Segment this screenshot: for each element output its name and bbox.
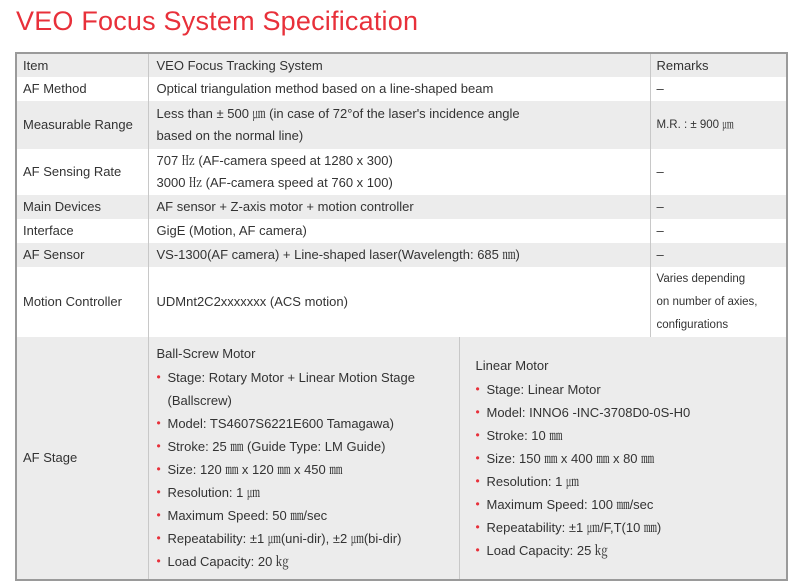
linear-motor-heading: Linear Motor (475, 357, 549, 373)
bullet-icon: • (475, 542, 480, 557)
row-value-line: Less than ± 500 ㎛ (in case of 72°of the laser's incidence angle (156, 106, 520, 121)
list-item (157, 481, 453, 504)
row-label: Main Devices (16, 195, 148, 219)
row-af-sensing-rate (16, 149, 787, 195)
bullet-icon: • (156, 439, 161, 453)
header-row (16, 53, 787, 77)
row-af-sensor (16, 243, 787, 267)
list-item-text: (Ballscrew) (167, 393, 232, 408)
row-measurable-range (16, 101, 787, 149)
bullet-icon: • (156, 485, 161, 499)
row-af-stage (16, 337, 787, 580)
list-item-text: Stroke: 10 ㎜ (486, 427, 563, 443)
remark-line: on number of axies, (656, 295, 758, 308)
list-item-text: Maximum Speed: 100 ㎜/sec (486, 496, 654, 512)
row-value: Optical triangulation method based on a line-shaped beam (148, 77, 650, 101)
bullet-icon: • (156, 554, 161, 568)
row-interface (16, 219, 787, 243)
list-item (476, 470, 781, 493)
list-item (476, 424, 781, 447)
row-value: VS-1300(AF camera) + Line-shaped laser(Wavelength: 685 ㎚) (148, 243, 650, 267)
ball-screw-heading: Ball-Screw Motor (156, 346, 256, 361)
list-item (476, 516, 781, 539)
list-item-text: Resolution: 1 ㎛ (486, 473, 579, 489)
ball-screw-list (157, 366, 453, 573)
list-item (157, 435, 453, 458)
list-item-text: Repeatability: ±1 ㎛/F,T(10 ㎜) (486, 519, 662, 535)
list-item-text: Stage: Rotary Motor + Linear Motion Stage (167, 370, 415, 385)
row-main-devices (16, 195, 787, 219)
row-af-method (16, 77, 787, 101)
row-label: Measurable Range (16, 101, 148, 149)
list-item-text: Load Capacity: 25 ㎏ (486, 542, 608, 558)
bullet-icon: • (475, 450, 480, 465)
row-remark: – (650, 219, 787, 243)
bullet-icon: • (156, 462, 161, 476)
bullet-icon: • (156, 416, 161, 430)
page-title: VEO Focus System Specification (16, 6, 419, 36)
list-item (157, 412, 453, 435)
list-item-text: Repeatability: ±1 ㎛(uni-dir), ±2 ㎛(bi-dir) (167, 531, 402, 546)
linear-motor-list (476, 378, 781, 562)
list-item (476, 493, 781, 516)
list-item-text: Model: INNO6 -INC-3708D0-0S-H0 (486, 404, 691, 420)
bullet-icon: • (475, 381, 480, 396)
row-remark: M.R. : ± 900 ㎛ (650, 101, 787, 149)
list-item-text: Load Capacity: 20 ㎏ (167, 554, 289, 569)
row-remark: – (650, 243, 787, 267)
linear-motor-section (460, 337, 787, 579)
af-stage-content (148, 337, 787, 580)
row-label: AF Stage (16, 337, 148, 580)
row-value-line: 3000 ㎐ (AF-camera speed at 760 x 100) (156, 175, 393, 190)
row-value-line: based on the normal line) (156, 128, 304, 143)
bullet-icon: • (156, 531, 161, 545)
list-item (476, 447, 781, 470)
row-remark (650, 267, 787, 337)
row-remark: – (650, 195, 787, 219)
remark-line: configurations (656, 318, 729, 331)
list-item (157, 458, 453, 481)
bullet-icon: • (156, 370, 161, 384)
bullet-icon: • (156, 508, 161, 522)
header-remarks: Remarks (650, 53, 787, 77)
row-label: Motion Controller (16, 267, 148, 337)
row-remark: – (650, 77, 787, 101)
bullet-icon: • (475, 404, 480, 419)
list-item-text: Stroke: 25 ㎜ (Guide Type: LM Guide) (167, 439, 386, 454)
row-remark: – (650, 149, 787, 195)
bullet-icon: • (475, 519, 480, 534)
spec-table (15, 52, 788, 581)
row-label: AF Method (16, 77, 148, 101)
row-motion-controller (16, 267, 787, 337)
header-item: Item (16, 53, 148, 77)
list-item (157, 550, 453, 573)
row-value: GigE (Motion, AF camera) (148, 219, 650, 243)
list-item (476, 401, 781, 424)
list-item-text: Maximum Speed: 50 ㎜/sec (167, 508, 328, 523)
row-label: AF Sensor (16, 243, 148, 267)
row-label: AF Sensing Rate (16, 149, 148, 195)
row-label: Interface (16, 219, 148, 243)
bullet-icon: • (475, 427, 480, 442)
list-item-text: Stage: Linear Motor (486, 381, 601, 397)
row-value-line: 707 ㎐ (AF-camera speed at 1280 x 300) (156, 153, 393, 168)
list-item (476, 378, 781, 401)
row-value: UDMnt2C2xxxxxxx (ACS motion) (148, 267, 650, 337)
header-system: VEO Focus Tracking System (148, 53, 650, 77)
list-item (157, 504, 453, 527)
list-item (476, 539, 781, 562)
list-item-text: Resolution: 1 ㎛ (167, 485, 260, 500)
list-item-text: Model: TS4607S6221E600 Tamagawa) (167, 416, 394, 431)
remark-line: Varies depending (656, 272, 746, 285)
list-item (157, 366, 453, 412)
list-item (157, 527, 453, 550)
bullet-icon: • (475, 473, 480, 488)
list-item-text: Size: 120 ㎜ x 120 ㎜ x 450 ㎜ (167, 462, 343, 477)
row-value (148, 101, 650, 149)
row-value: AF sensor + Z-axis motor + motion controller (148, 195, 650, 219)
list-item-text: Size: 150 ㎜ x 400 ㎜ x 80 ㎜ (486, 450, 655, 466)
row-value (148, 149, 650, 195)
ball-screw-section (149, 337, 460, 579)
bullet-icon: • (475, 496, 480, 511)
